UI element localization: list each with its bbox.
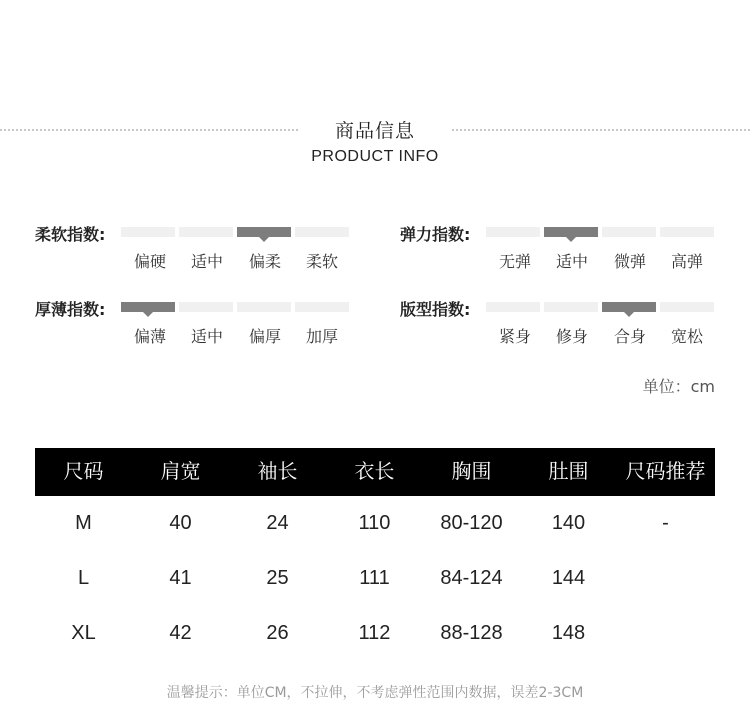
scale-bar [660,227,714,237]
index-option: 高弹 [670,252,703,271]
table-cell: 140 [551,512,586,534]
scale-bar [486,227,540,237]
table-header [35,448,715,496]
column-header: 肚围 [548,459,589,483]
index-option: 偏厚 [248,327,281,346]
footnote: 温馨提示：单位CM，不拉伸，不考虑弹性范围内数据，误差2-3CM [166,685,584,701]
table-cell: L [77,567,90,589]
index-option: 宽松 [670,327,703,346]
scale-bar [179,227,233,237]
index-label: 厚薄指数: [35,300,106,319]
table-cell: M [75,512,92,534]
column-header: 尺码推荐 [625,459,706,483]
section-subtitle: PRODUCT INFO [311,148,439,165]
table-cell: 88-128 [440,622,503,644]
index-option: 适中 [555,252,588,271]
index-option: 紧身 [498,327,531,346]
scale-bar [179,302,233,312]
table-cell: 24 [266,512,289,534]
table-cell: 42 [169,622,192,644]
index-option: 修身 [555,327,588,346]
index-label: 弹力指数: [400,225,471,244]
index-option: 适中 [190,252,223,271]
index-option: 偏薄 [133,327,166,346]
index-scale [486,302,716,312]
table-cell: 84-124 [440,567,503,589]
scale-bar [295,227,349,237]
column-header: 胸围 [451,459,492,483]
index-scale [121,302,351,312]
scale-bar [486,302,540,312]
table-cell: 110 [358,512,391,534]
table-cell: 148 [551,622,586,644]
scale-bar-selected [544,227,598,237]
index-option: 偏硬 [133,252,166,271]
table-cell: XL [71,622,96,644]
scale-bar-selected [237,227,291,237]
table-cell: 144 [551,567,586,589]
index-scale [121,227,351,237]
scale-bar [121,227,175,237]
table-cell: 40 [169,512,192,534]
index-option: 柔软 [305,252,338,271]
table-cell: 41 [169,567,192,589]
scale-bar [602,227,656,237]
table-cell: - [662,512,669,534]
index-option: 偏柔 [248,252,281,271]
table-cell: 112 [358,622,391,644]
index-label: 柔软指数: [35,225,106,244]
scale-bar-selected [602,302,656,312]
index-option: 微弹 [613,252,646,271]
index-scale [486,227,716,237]
index-label: 版型指数: [400,300,471,319]
scale-bar-selected [121,302,175,312]
scale-bar [295,302,349,312]
scale-bar [237,302,291,312]
column-header: 尺码 [63,459,104,483]
scale-bar [660,302,714,312]
table-cell: 26 [266,622,289,644]
column-header: 肩宽 [160,459,201,483]
index-option: 适中 [190,327,223,346]
section-title: 商品信息 [334,120,415,142]
index-option: 无弹 [498,252,531,271]
index-option: 合身 [613,327,646,346]
column-header: 衣长 [354,459,395,483]
scale-bar [544,302,598,312]
table-cell: 80-120 [440,512,503,534]
index-option: 加厚 [305,327,338,346]
table-cell: 25 [266,567,289,589]
unit-label: 单位：cm [642,377,715,396]
column-header: 袖长 [257,459,298,483]
table-cell: 111 [359,567,390,589]
